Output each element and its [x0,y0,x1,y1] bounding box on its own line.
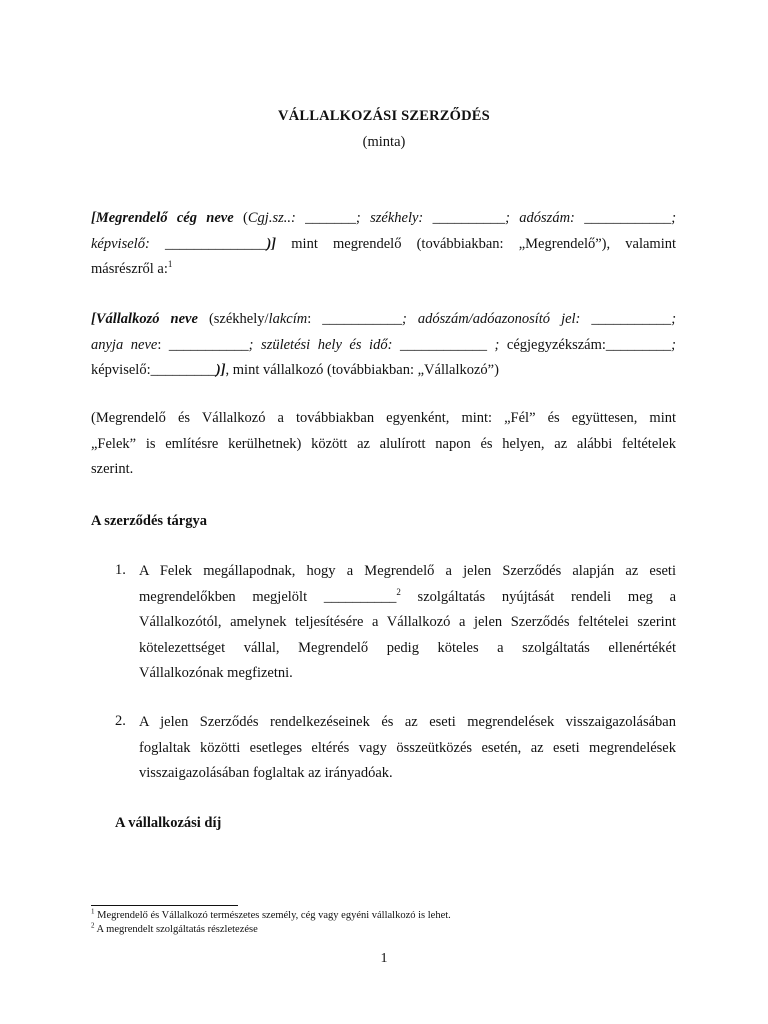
intro-paragraph [91,406,676,483]
footnote-1: $^1$ Megrendelő és Vállalkozó természetes személy, cég vagy egyéni vállalkozó is lehet. [91,907,451,921]
list-item-2-line-2: foglaltak közötti esetleges eltérés vagy összeütközés esetén, az eseti megrendelések [139,739,676,756]
page-number: 1 [380,951,388,966]
footnote-divider [91,905,238,906]
list-item-1-line-4: kötelezettséget vállal, Megrendelő pedig köteles a szolgáltatás ellenértékét [139,639,676,656]
list-item-1-number: 1. [115,562,126,578]
party-megrendelo-block [91,206,676,283]
list-item-1-line-3: Vállalkozótól, amelynek teljesítésére a Vállalkozó a jelen Szerződés feltételei szerint [139,614,676,630]
party-vallalkozo-line-3: képviselő:_________)], mint vállalkozó (továbbiakban: „Vállalkozó”) [91,362,499,378]
party-megrendelo-line-2: képviselő: ______________)] mint megrendelő (továbbiakban: „Megrendelő”), valamint [91,235,676,252]
section-heading-fee: A vállalkozási díj [115,815,222,831]
list-item-1-line-2: megrendelőkben megjelölt __________$^2$ szolgáltatás nyújtását rendeli meg a [139,586,677,605]
party-megrendelo-line-1: [Megrendelő cég neve (Cgj.sz..: _______; székhely: __________; adószám: ____________; [91,210,677,226]
list-item-2-line-1: A jelen Szerződés rendelkezéseinek és az eseti megrendelések visszaigazolásában [139,714,676,730]
list-item-1-line-5: Vállalkozónak megfizetni. [139,665,293,681]
intro-line-2: „Felek” is említésre kerülhetnek) között az alulírott napon és helyen, az alábbi feltételek [91,435,676,452]
document-subtitle: (minta) [362,134,406,150]
list-item-2 [139,710,676,787]
party-megrendelo-line-3: másrészről a:$^1$ [91,259,173,277]
list-item-2-number: 2. [115,713,126,729]
document-title: VÁLLALKOZÁSI SZERZŐDÉS [278,108,490,124]
footnote-ref-2[interactable]: 2 [396,586,401,597]
intro-line-1: (Megrendelő és Vállalkozó a továbbiakban egyenként, mint: „Fél” és együttesen, mint [91,410,676,426]
party-vallalkozo-line-1: [Vállalkozó neve (székhely/lakcím: ___________; adószám/adóazonosító jel: ___________; [91,311,677,327]
list-item-2-line-3: visszaigazolásában foglaltak az irányadóak. [139,765,393,781]
footnote-2: $^2$ A megrendelt szolgáltatás részletezése [91,921,258,935]
intro-line-3: szerint. [91,461,134,477]
footnote-ref-1[interactable]: 1 [167,259,173,270]
section-heading-subject: A szerződés tárgya [91,513,207,529]
list-item-1 [139,559,676,687]
party-vallalkozo-block [91,307,676,384]
list-item-1-line-1: A Felek megállapodnak, hogy a Megrendelő a jelen Szerződés alapján az eseti [139,563,676,579]
party-vallalkozo-line-2: anyja neve: ___________; születési hely és idő: ____________ ; cégjegyzékszám:_________; [91,336,677,353]
